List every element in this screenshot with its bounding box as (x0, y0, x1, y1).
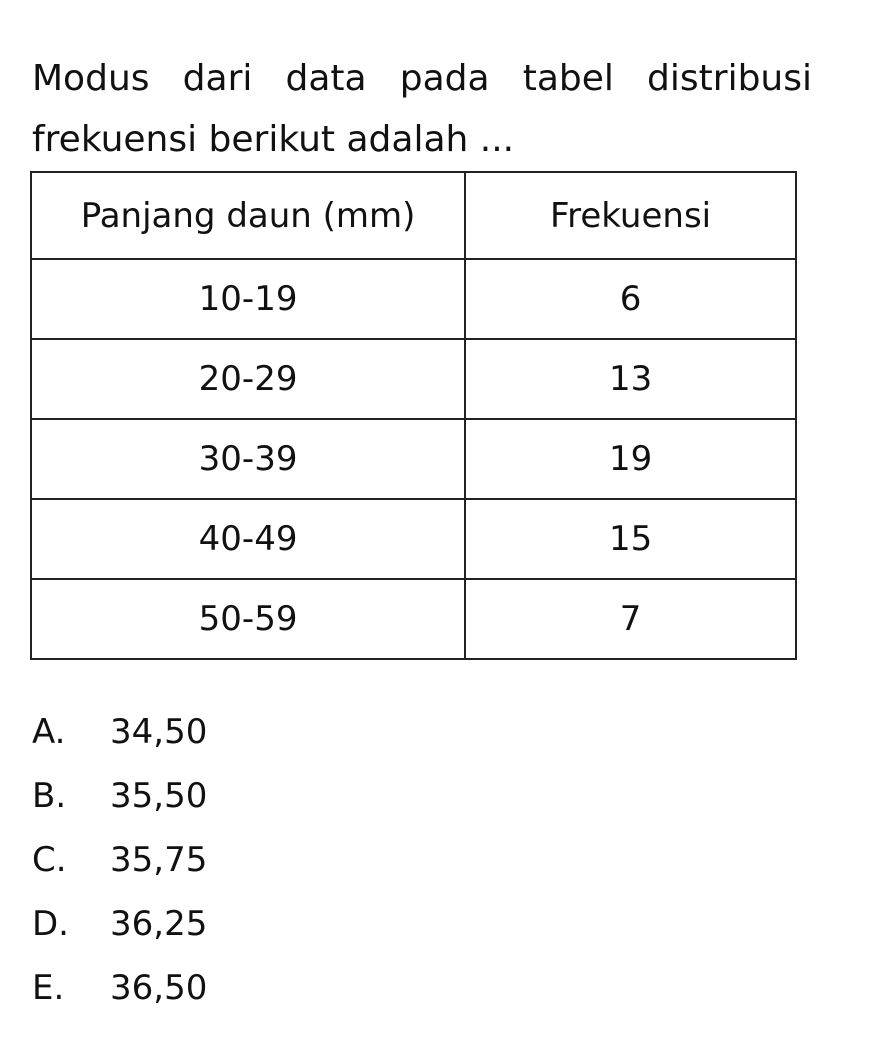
table-row (31, 419, 796, 499)
table-row (31, 499, 796, 579)
cell-interval: 10-19 (31, 259, 465, 339)
header-frequency: Frekuensi (465, 172, 796, 259)
option-value: 35,50 (110, 776, 208, 816)
cell-interval: 50-59 (31, 579, 465, 659)
option-letter: B. (32, 776, 67, 816)
cell-frequency: 13 (465, 339, 796, 419)
option-b (32, 764, 207, 828)
frequency-table (30, 171, 797, 660)
option-letter: D. (32, 904, 69, 944)
answer-options (32, 700, 207, 1020)
option-letter: A. (32, 712, 66, 752)
header-leaf-length: Panjang daun (mm) (31, 172, 465, 259)
option-d (32, 892, 207, 956)
cell-frequency: 19 (465, 419, 796, 499)
option-letter: E. (32, 968, 65, 1008)
option-value: 35,75 (110, 840, 208, 880)
cell-frequency: 7 (465, 579, 796, 659)
cell-interval: 40-49 (31, 499, 465, 579)
option-e (32, 956, 207, 1020)
table-row (31, 339, 796, 419)
question-text (32, 48, 812, 170)
option-letter: C. (32, 840, 67, 880)
cell-interval: 20-29 (31, 339, 465, 419)
option-value: 34,50 (110, 712, 208, 752)
question-line-2: frekuensi berikut adalah ... (32, 119, 515, 160)
question-line-1: Modus dari data pada tabel distribusi (32, 58, 812, 99)
cell-interval: 30-39 (31, 419, 465, 499)
option-value: 36,25 (110, 904, 208, 944)
option-a (32, 700, 207, 764)
option-value: 36,50 (110, 968, 208, 1008)
option-c (32, 828, 207, 892)
table-row (31, 259, 796, 339)
cell-frequency: 15 (465, 499, 796, 579)
cell-frequency: 6 (465, 259, 796, 339)
table-header-row (31, 172, 796, 259)
table-row (31, 579, 796, 659)
